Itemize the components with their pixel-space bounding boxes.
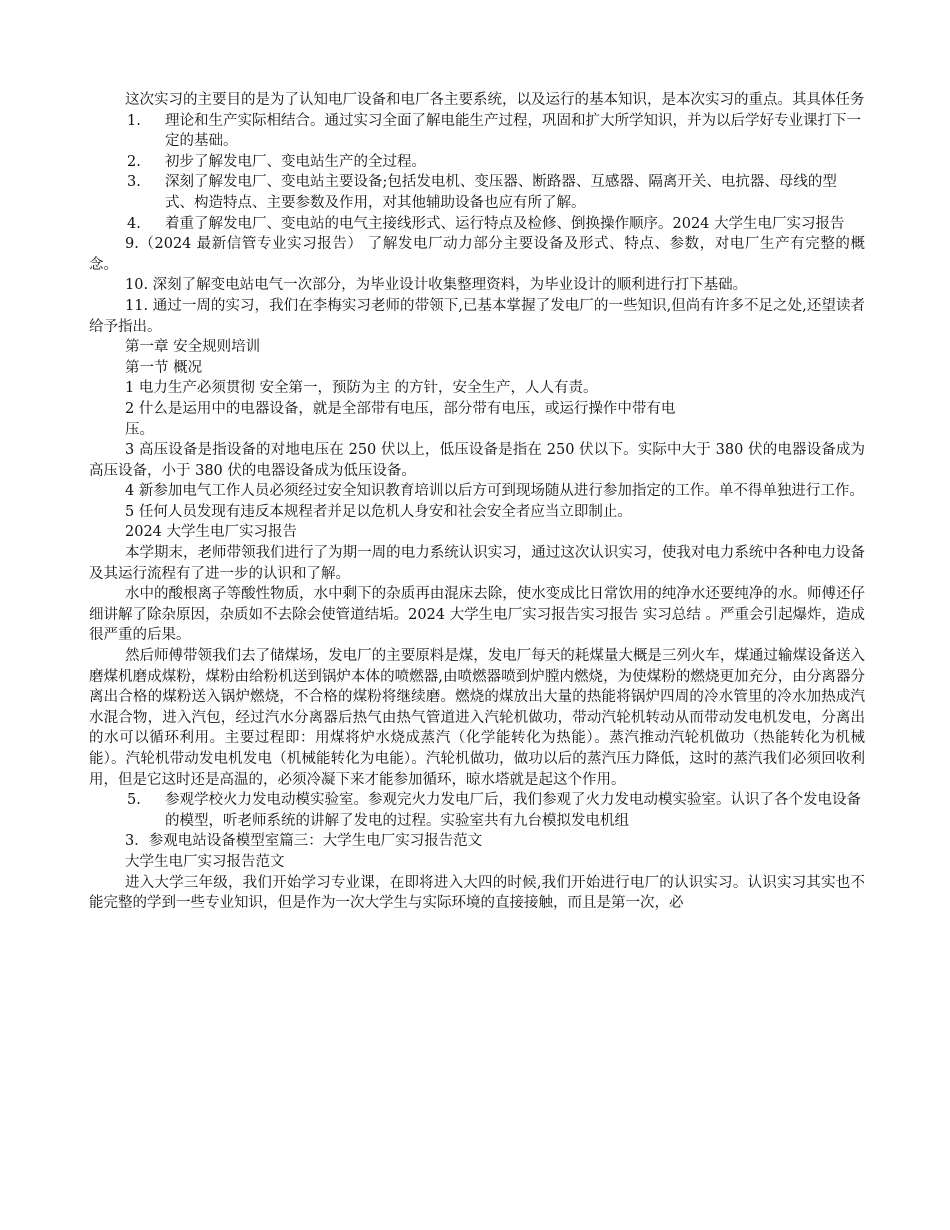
task-item-2 bbox=[89, 152, 865, 173]
chapter-heading: 第一章 安全规则培训 bbox=[125, 339, 261, 356]
rule-1: 1 电力生产必须贯彻 安全第一，预防为主 的方针，安全生产，人人有责。 bbox=[125, 380, 598, 397]
paragraph-10: 10. 深刻了解变电站电气一次部分，为毕业设计收集整理资料，为毕业设计的顺利进行打下基础。 bbox=[125, 277, 748, 294]
report-paragraph-3: 然后师傅带领我们去了储煤场，发电厂的主要原料是煤，发电厂每天的耗煤量大概是三列火车，煤通过输煤设备送入磨煤机磨成煤粉，煤粉由给粉机送到锅炉本体的喷燃器,由喷燃器喷到炉膛内燃烧，为使煤粉的燃烧更加充分，由分离器分离出合格的煤粉送入锅炉燃烧，不合格的煤粉将继续磨。燃烧的煤放出大量的热能将锅炉四周的冷水管里的冷水加热成汽水混合物，进入汽包，经过汽水分离器后热气由热气管道进入汽轮机做功，带动汽轮机转动从而带动发电机发电，分离出的水可以循环利用。主要过程即：用煤将炉水烧成蒸汽（化学能转化为热能）。蒸汽推动汽轮机做功（热能转化为机械能）。汽轮机带动发电机发电（机械能转化为电能）。汽轮机做功，做功以后的蒸汽压力降低，这时的蒸汽我们必须回收利用，但是它这时还是高温的，必须冷凝下来才能参加循环，晾水塔就是起这个作用。 bbox=[89, 648, 865, 788]
item-text: 参观学校火力发电动模实验室。参观完火力发电厂后，我们参观了火力发电动模实验室。认识了各个发电设备的模型，听老师系统的讲解了发电的过程。实验室共有九台模拟发电机组 bbox=[165, 792, 861, 829]
report-paragraph-1: 本学期末，老师带领我们进行了为期一周的电力系统认识实习，通过这次认识实习，使我对电力系统中各种电力设备及其运行流程有了进一步的认识和了解。 bbox=[89, 545, 865, 582]
report-paragraph-2: 水中的酸根离子等酸性物质，水中剩下的杂质再由混床去除，使水变成比日常饮用的纯净水还要纯净的水。师傅还仔细讲解了除杂原因，杂质如不去除会使管道结垢。2024 大学生电厂实习报告实习报告 实习总结 。严重会引起爆炸，造成很严重的后果。 bbox=[89, 586, 865, 644]
document-page bbox=[89, 90, 865, 914]
task-text: 初步了解发电厂、变电站生产的全过程。 bbox=[165, 153, 426, 170]
task-item-4 bbox=[89, 214, 865, 235]
task-item-1 bbox=[89, 111, 865, 152]
rule-5: 5 任何人员发现有违反本规程者并足以危机人身安和社会安全者应当立即制止。 bbox=[125, 503, 632, 520]
rule-2: 2 什么是运用中的电器设备，就是全部带有电压，部分带有电压，或运行操作中带有电 bbox=[125, 400, 676, 417]
list-item-5 bbox=[89, 790, 865, 831]
task-number: 2. bbox=[127, 153, 141, 170]
item-number: 5. bbox=[127, 792, 141, 809]
paragraph-11: 11. 通过一周的实习，我们在李梅实习老师的带领下,已基本掌握了发电厂的一些知识,但尚有许多不足之处,还望读者给予指出。 bbox=[89, 297, 865, 335]
rule-4: 4 新参加电气工作人员必须经过安全知识教育培训以后方可到现场随从进行参加指定的工作。单不得单独进行工作。 bbox=[125, 483, 864, 500]
list-item-3: 3．参观电站设备模型室篇三：大学生电厂实习报告范文 bbox=[125, 833, 483, 850]
task-number: 1. bbox=[127, 112, 141, 129]
task-text: 理论和生产实际相结合。通过实习全面了解电能生产过程，巩固和扩大所学知识，并为以后学好专业课打下一定的基础。 bbox=[165, 112, 861, 150]
paragraph-9: 9.（2024 最新信管专业实习报告） 了解发电厂动力部分主要设备及形式、特点、参数，对电厂生产有完整的概念。 bbox=[89, 236, 865, 273]
task-number: 4. bbox=[127, 215, 141, 232]
task-item-3 bbox=[89, 172, 865, 213]
rule-2-continued: 压。 bbox=[125, 421, 154, 438]
task-text: 深刻了解发电厂、变电站主要设备;包括发电机、变压器、断路器、互感器、隔离开关、电抗器、母线的型式、构造特点、主要参数及作用，对其他辅助设备也应有所了解。 bbox=[165, 174, 837, 211]
task-text: 着重了解发电厂、变电站的电气主接线形式、运行特点及检修、倒换操作顺序。2024 大学生电厂实习报告 bbox=[165, 215, 845, 232]
report-title: 2024 大学生电厂实习报告 bbox=[125, 524, 298, 541]
rule-3: 3 高压设备是指设备的对地电压在 250 伏以上，低压设备是指在 250 伏以下。实际中大于 380 伏的电器设备成为高压设备，小于 380 伏的电器设备成为低压设备。 bbox=[89, 442, 865, 479]
sample-title: 大学生电厂实习报告范文 bbox=[125, 853, 285, 870]
task-number: 3. bbox=[127, 174, 141, 191]
sample-paragraph: 进入大学三年级，我们开始学习专业课，在即将进入大四的时候,我们开始进行电厂的认识实习。认识实习其实也不能完整的学到一些专业知识，但是作为一次大学生与实际环境的直接接触，而且是第一次，必 bbox=[89, 874, 865, 912]
section-heading: 第一节 概况 bbox=[125, 359, 203, 376]
intro-paragraph: 这次实习的主要目的是为了认知电厂设备和电厂各主要系统，以及运行的基本知识，是本次实习的重点。其具体任务 bbox=[125, 92, 865, 108]
